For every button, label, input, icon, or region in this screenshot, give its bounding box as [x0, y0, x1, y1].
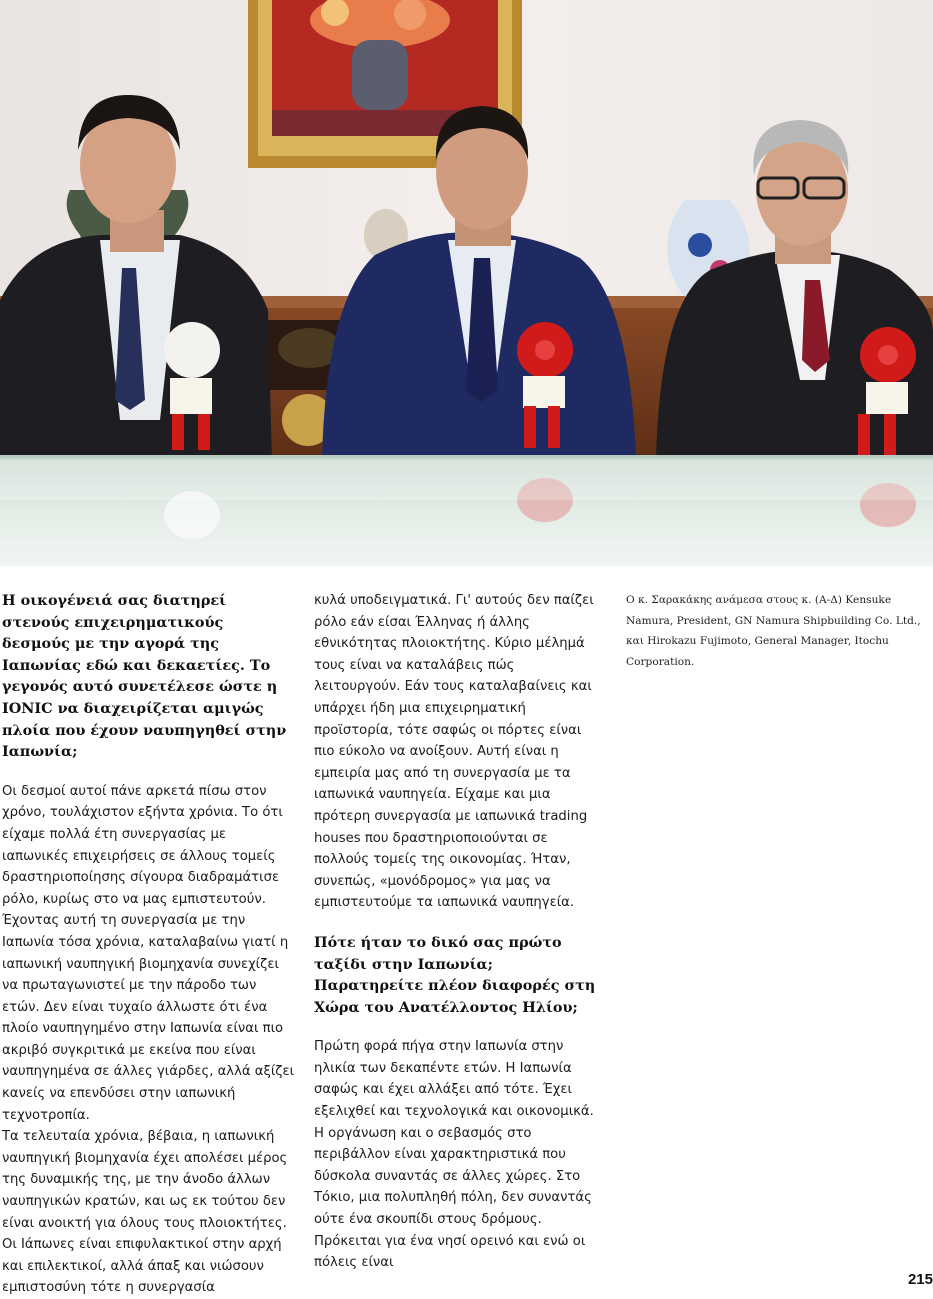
photo-illustration — [0, 0, 933, 566]
question-1: Η οικογένειά σας διατηρεί στενούς επιχειρηματικούς δεσμούς με την αγορά της Ιαπωνίας εδώ και δεκαετίες. Το γεγονός αυτό συνετέλεσε ώστε η IONIC να διαχειρίζεται αμιγώς πλοία που έχουν ναυπηγηθεί στην Ιαπωνία; — [2, 592, 287, 761]
answer-1-paragraph-1: Οι δεσμοί αυτοί πάνε αρκετά πίσω στον χρόνο, τουλάχιστον εξήντα χρόνια. Το ότι είχαμε πολλά έτη συνεργασίας με ιαπωνικές επιχειρήσεις σε άλλους τομείς δραστηριοποίησης σίγουρα διαδραμάτισε ρόλο, κυρίως στο να μας εμπιστευτούν. Έχοντας αυτή τη συνεργασία με την Ιαπωνία τόσα χρόνια, καταλαβαίνω γιατί η ιαπωνική ναυπηγική βιομηχανία συνεχίζει να πρωταγωνιστεί με την πάροδο των ετών. Δεν είναι τυχαίο άλλωστε ότι ένα πλοίο ναυπηγημένο στην Ιαπωνία είναι πιο ακριβό συγκριτικά με εκείνα που είναι ναυπηγημένα σε άλλες γιάρδες, αλλά αξίζει κανείς να επενδύσει στην ιαπωνική τεχνοτροπία. — [2, 783, 295, 1123]
answer-1-paragraph-3: κυλά υποδειγματικά. Γι' αυτούς δεν παίζει ρόλο εάν είσαι Έλληνας ή άλλης εθνικότητας πλοιοκτήτης. Κύριο μέλημά τους είναι να καταλάβεις πώς λειτουργούν. Εάν τους καταλαβαίνεις και υπάρχει ήδη μια επιχειρηματική προϊστορία, τότε σαφώς οι πόρτες είναι πιο εύκολο να ανοίξουν. Αυτή είναι η εμπειρία μας από τη συνεργασία με τα ιαπωνικά ναυπηγεία. Είχαμε και μια πρότερη συνεργασία με ιαπωνικά trading houses που δραστηριοποιούνται σε πολλούς τομείς της οικονομίας. Ήταν, συνεπώς, «μονόδρομος» για μας να εμπιστευτούμε τα ιαπωνικά ναυπηγεία. — [314, 593, 594, 911]
photo-caption: Ο κ. Σαρακάκης ανάμεσα στους κ. (Α-Δ) Kensuke Namura, President, GN Namura Shipbuilding Co. Ltd., και Hirokazu Fujimoto, General Manager, Itochu Corporation. — [626, 594, 921, 668]
answer-1-paragraph-2: Τα τελευταία χρόνια, βέβαια, η ιαπωνική ναυπηγική βιομηχανία έχει απολέσει μέρος της δυναμικής της, με την άνοδο άλλων ναυπηγικών κρατών, και ως εκ τούτου δεν είναι ανοικτή για όλους τους πλοιοκτήτες. Οι Ιάπωνες είναι επιφυλακτικοί στην αρχή και επιλεκτικοί, αλλά άπαξ και νιώσουν εμπιστοσύνη τότε η συνεργασία — [2, 1129, 288, 1296]
page-number: 215 — [907, 1271, 933, 1288]
cover-photo — [0, 0, 933, 566]
column-2 — [314, 590, 605, 1274]
question-2: Πότε ήταν το δικό σας πρώτο ταξίδι στην Ιαπωνία; Παρατηρείτε πλέον διαφορές στη Χώρα του Ανατέλλοντος Ηλίου; — [314, 933, 596, 1016]
column-1 — [2, 590, 296, 1299]
answer-2: Πρώτη φορά πήγα στην Ιαπωνία στην ηλικία των δεκαπέντε ετών. Η Ιαπωνία σαφώς και έχει αλλάξει από τότε. Έχει εξελιχθεί και τεχνολογικά και οικονομικά. Η οργάνωση και ο σεβασμός στο περιβάλλον είναι χαρακτηριστικά που δύσκολα συναντάς σε άλλες χώρες. Στο Τόκιο, μια πολυπληθή πόλη, δεν συναντάς ούτε ένα σκουπίδι στους δρόμους. Πρόκειται για ένα νησί ορεινό και ενώ οι πόλεις είναι — [314, 1039, 594, 1271]
column-3 — [626, 590, 933, 672]
